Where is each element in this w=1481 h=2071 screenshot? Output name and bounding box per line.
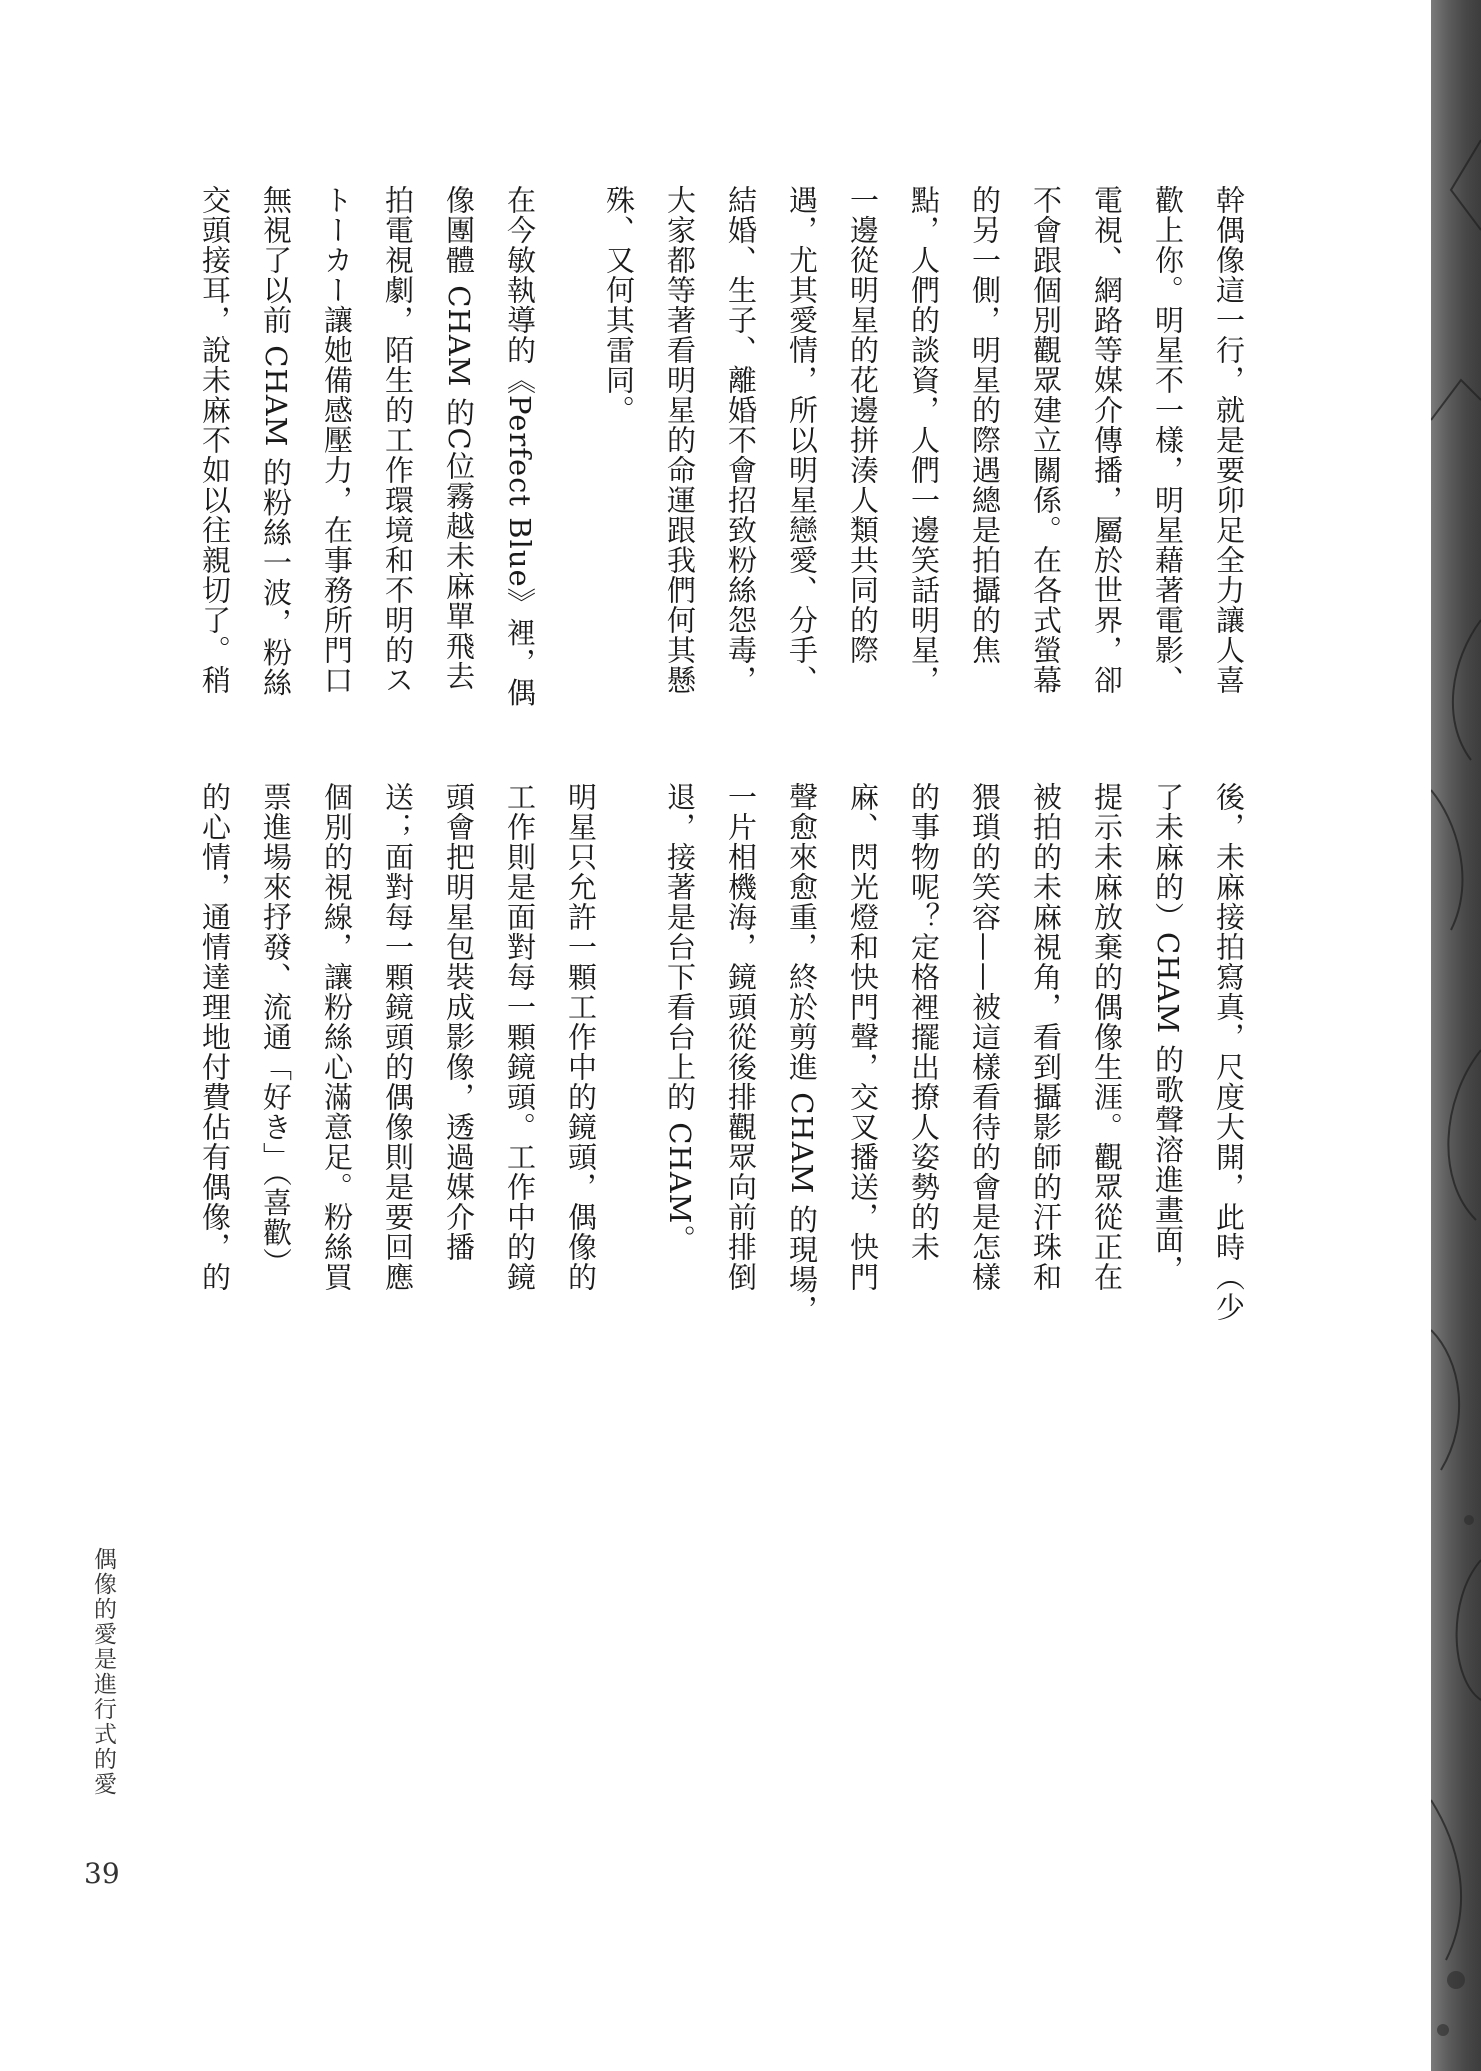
text-column: 電視、網路等媒介傳播，屬於世界，卻 — [1090, 185, 1124, 695]
text-column: 拍電視劇，陌生的工作環境和不明的ス — [381, 185, 415, 695]
text-column: 交頭接耳，說未麻不如以往親切了。稍 — [198, 185, 232, 695]
text-column: 遇，尤其愛情，所以明星戀愛、分手、 — [785, 185, 819, 695]
text-column: 送；面對每一顆鏡頭的偶像則是要回應 — [381, 782, 415, 1292]
paragraph-gap — [550, 185, 588, 705]
text-column: 頭會把明星包裝成影像，透過媒介播 — [442, 782, 476, 1262]
text-column: 一邊從明星的花邊拼湊人類共同的際 — [846, 185, 880, 665]
text-column: トーカー讓她備感壓力，在事務所門口 — [320, 185, 354, 695]
page-number: 39 — [84, 1857, 120, 1890]
text-column: 聲愈來愈重，終於剪進 CHAM 的現場， — [785, 782, 819, 1325]
text-column: 明星只允許一顆工作中的鏡頭，偶像的 — [564, 782, 598, 1292]
bottom-text-block — [184, 782, 1259, 1325]
text-column: 退，接著是台下看台上的 CHAM。 — [663, 782, 697, 1255]
text-column: 在今敏執導的《Perfect Blue》裡，偶 — [503, 185, 537, 708]
text-column: 猥瑣的笑容——被這樣看待的會是怎樣 — [968, 782, 1002, 1292]
running-head: 偶像的愛是進行式的愛 — [90, 1547, 116, 1797]
illustration-art — [1431, 0, 1481, 2071]
text-column: 幹偶像這一行，就是要卯足全力讓人喜 — [1212, 185, 1246, 695]
side-illustration-strip — [1431, 0, 1481, 2071]
text-column: 的心情，通情達理地付費佔有偶像，的 — [198, 782, 232, 1292]
text-column: 歡上你。明星不一樣，明星藉著電影、 — [1151, 185, 1185, 695]
text-column: 票進場來抒發、流通「好き」（喜歡） — [259, 782, 293, 1278]
text-column: 的另一側，明星的際遇總是拍攝的焦 — [968, 185, 1002, 665]
text-column: 無視了以前 CHAM 的粉絲一波，粉絲 — [259, 185, 293, 698]
text-column: 大家都等著看明星的命運跟我們何其懸 — [663, 185, 697, 695]
text-column: 被拍的未麻視角，看到攝影師的汗珠和 — [1029, 782, 1063, 1292]
text-column: 一片相機海，鏡頭從後排觀眾向前排倒 — [724, 782, 758, 1292]
text-column: 點，人們的談資，人們一邊笑話明星， — [907, 185, 941, 695]
text-column: 麻、閃光燈和快門聲，交叉播送，快門 — [846, 782, 880, 1292]
text-column: 工作則是面對每一顆鏡頭。工作中的鏡 — [503, 782, 537, 1292]
text-column: 不會跟個別觀眾建立關係。在各式螢幕 — [1029, 185, 1063, 695]
top-text-block — [184, 185, 1259, 708]
text-column: 個別的視線，讓粉絲心滿意足。粉絲買 — [320, 782, 354, 1292]
text-column: 提示未麻放棄的偶像生涯。觀眾從正在 — [1090, 782, 1124, 1292]
text-column: 了未麻的）CHAM 的歌聲溶進畫面， — [1151, 782, 1185, 1285]
text-column: 像團體 CHAM 的C位霧越未麻單飛去 — [442, 185, 476, 691]
text-column: 殊、又何其雷同。 — [602, 185, 636, 425]
text-column: 結婚、生子、離婚不會招致粉絲怨毒， — [724, 185, 758, 695]
paragraph-gap — [611, 782, 649, 1302]
text-column: 後，未麻接拍寫真，尺度大開，此時（少 — [1212, 782, 1246, 1322]
text-column: 的事物呢？定格裡擺出撩人姿勢的未 — [907, 782, 941, 1262]
